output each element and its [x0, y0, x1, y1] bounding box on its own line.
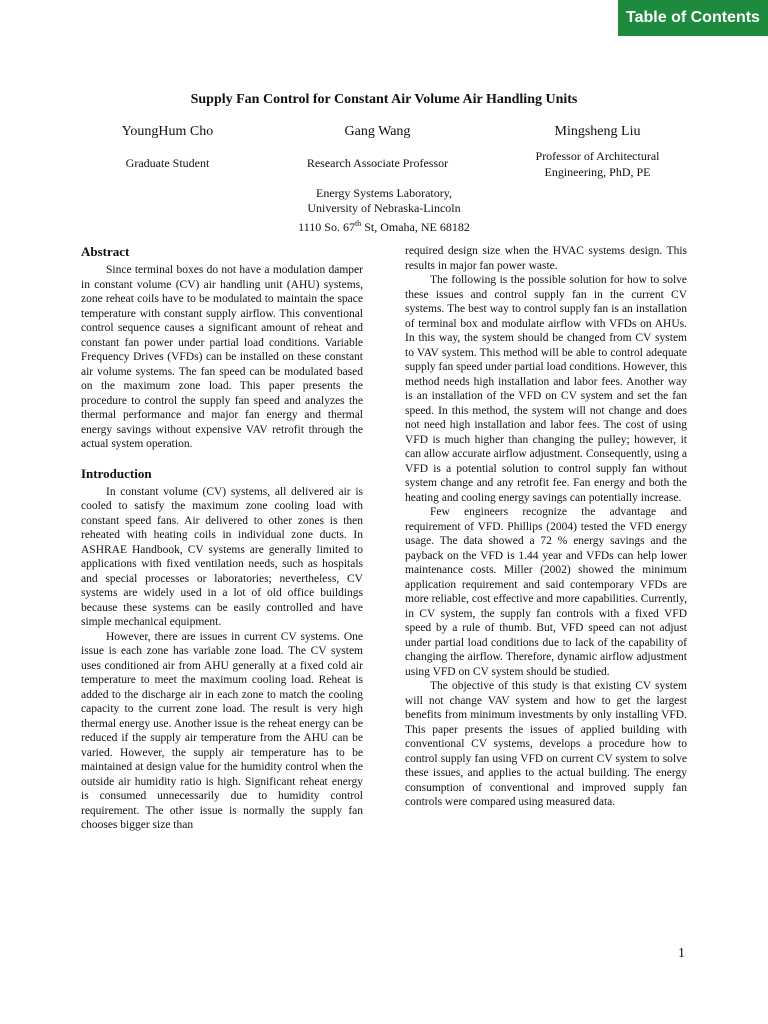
address-street: 1110 So. 67 [298, 220, 355, 234]
intro-paragraph-2-continued: required design size when the HVAC systems design. This results in major fan power waste. [405, 245, 687, 272]
abstract-text: Since terminal boxes do not have a modulation damper in constant volume (CV) air handling unit (AHU) systems, zone reheat coils have to be modulated to maintain the space temperature with constant supply airflow. This conventional control sequence causes a significant amount of reheat and constant fan power under partial load conditions. Variable Frequency Drives (VFDs) can be installed on these constant air volume systems. The fan speed can be modulated based on the maximum zone load. This paper presents the procedure to control the supply fan speed and analyzes the thermal performance and major fan energy and thermal energy savings without expensive VAV retrofit through the actual system operation. [81, 264, 363, 450]
left-column [81, 244, 363, 833]
intro-paragraph-2: However, there are issues in current CV systems. One issue is each zone has variable zone load. The CV system uses conditioned air from AHU generally at a fixed cold air temperature to meet the maximum cooling load. Reheat is added to the discharge air in each zone to match the cooling capacity to the current zone load. The result is very high thermal energy use. Another issue is the reheat energy can be reduced if the supply air temperature from the AHU can be varied. However, the supply air temperature has to be maintained at design value for the humidity control when the outside air humidity ratio is high. Significant reheat energy is consumed unnecessarily due to humidity control requirement. The other issue is normally the supply fan chooses bigger size than [81, 630, 363, 831]
table-of-contents-button[interactable]: Table of Contents [618, 0, 768, 36]
introduction-heading: Introduction [81, 465, 152, 481]
author-role-3-line1: Professor of Architectural [535, 149, 660, 163]
intro-paragraph-1: In constant volume (CV) systems, all delivered air is cooled to satisfy the maximum zone cooling load with constant speed fans. Air delivered to other zones is then reheated with heating coils in individual zone ducts. In ASHRAE Handbook, CV systems are generally limited to applications with fixed ventilation needs, such as hospitals and special processes or laboratories; nevertheless, CV systems are widely used in a lot of old office buildings because these systems can be easily controlled and have simple mechanical equipment. [81, 485, 363, 628]
author-name-2: Gang Wang [344, 124, 411, 139]
affiliation-line3 [0, 216, 768, 235]
paper-title: Supply Fan Control for Constant Air Volume Air Handling Units [190, 92, 578, 107]
right-column [405, 244, 687, 810]
affiliation [0, 186, 768, 235]
intro-paragraph-3: The following is the possible solution for how to solve these issues and control supply fan in the current CV systems. The best way to control supply fan is an installation of terminal box and modulate airflow with VFDs on AHUs. In this way, the system should be changed from CV system to VAV system. This method will be able to control adequate supply fan speed under partial load conditions. However, this method needs high installation and labor fees. Another way is an installation of the VFD on CV system and set the fan speed. In this method, the system will not change and does not need high installation and labor fees. The cost of using VFD is much higher than changing the pulley; however, it can allow accurate airflow adjustment. Consequently, using a VFD is a potential solution to control supply fan without system change and any retrofit fee. Fan energy and both the heating and cooling energy savings can potentially increase. [405, 274, 687, 504]
intro-paragraph-4: Few engineers recognize the advantage and requirement of VFD. Phillips (2004) tested the VFD energy usage. The data showed a 72 % energy savings and the payback on the VFD is 1.44 year and VFDs can help lower maintenance costs. Miller (2002) showed the minimum application requirement and said contemporary VFDs are more reliable, cost effective and more capabilities. Currently, in CV system, the supply fan controls with a fixed VFD speed by a rule of thumb. But, VFD speed can not adjust under partial load conditions due to lack of the capability of changing the airflow. Therefore, dynamic airflow adjustment using VFD on CV system should be studied. [405, 506, 687, 678]
intro-paragraph-5: The objective of this study is that existing CV system will not change VAV system and how to get the largest benefits from minimum investments by only installing VFD. This paper presents the issues of applied building with conventional CV systems, develops a procedure how to control supply fan using VFD on current CV system to solve these issues, and applies to the actual building. The energy consumption of conventional and improved supply fan controls were compared using measured data. [405, 680, 687, 808]
abstract-heading: Abstract [81, 244, 130, 259]
page-number: 1 [678, 946, 685, 961]
author-role-3 [500, 148, 695, 180]
author-name-3: Mingsheng Liu [554, 124, 641, 139]
author-role-2: Research Associate Professor [306, 156, 449, 170]
author-role-1: Graduate Student [125, 156, 210, 170]
affiliation-line1: Energy Systems Laboratory, [316, 186, 452, 200]
address-superscript: th [354, 219, 362, 228]
author-role-3-line2: Engineering, PhD, PE [544, 165, 651, 179]
author-name-1: YoungHum Cho [121, 124, 214, 139]
affiliation-line2: University of Nebraska-Lincoln [307, 201, 461, 215]
address-city: St, Omaha, NE 68182 [361, 220, 470, 234]
